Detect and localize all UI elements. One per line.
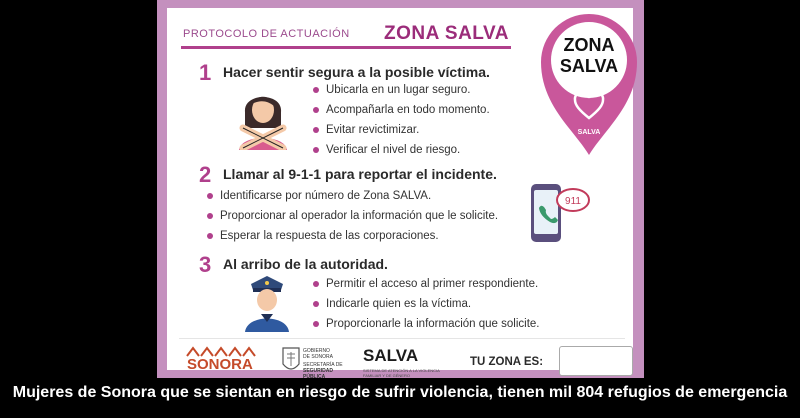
pin-line2: SALVA xyxy=(559,56,619,76)
salva-logo xyxy=(363,346,443,378)
police-officer-icon xyxy=(243,272,291,332)
header-title: ZONA SALVA xyxy=(384,23,509,44)
section-1-bullet-4: Verificar el nivel de riesgo. xyxy=(313,144,460,156)
section-2-title: Llamar al 9-1-1 para reportar el incidente. xyxy=(223,166,497,182)
header-subtitle: PROTOCOLO DE ACTUACIÓN xyxy=(183,28,350,40)
phone-911-icon xyxy=(527,180,591,246)
woman-stop-icon xyxy=(233,82,293,150)
sonora-logo-text: SONORA xyxy=(187,356,253,373)
salva-logo-text: SALVA xyxy=(363,346,419,365)
government-logo xyxy=(281,346,347,380)
gov-line1: GOBIERNO xyxy=(303,348,330,354)
poster-card xyxy=(167,8,633,380)
poster-header xyxy=(181,22,511,49)
section-1-bullet-1: Ubicarla en un lugar seguro. xyxy=(313,84,470,96)
tu-zona-label: TU ZONA ES: xyxy=(470,356,544,368)
section-3-number: 3 xyxy=(199,252,212,277)
section-2-bullet-1: Identificarse por número de Zona SALVA. xyxy=(207,190,431,202)
section-3-bullet-2: Indicarle quien es la víctima. xyxy=(313,298,471,310)
pin-logo: SALVA xyxy=(577,129,601,136)
gov-line4: SEGURIDAD PÚBLICA xyxy=(303,368,334,380)
section-1-number: 1 xyxy=(199,60,212,85)
section-1-bullet-3: Evitar revictimizar. xyxy=(313,124,419,136)
section-2-number: 2 xyxy=(199,162,212,187)
section-1-title: Hacer sentir segura a la posible víctima. xyxy=(223,64,490,80)
salva-logo-subtitle: SISTEMA DE ATENCIÓN A LA VIOLENCIA FAMILIAR Y DE GÉNERO xyxy=(363,368,440,378)
section-1-bullet-2: Acompañarla en todo momento. xyxy=(313,104,490,116)
zona-number-box xyxy=(559,346,633,376)
section-3-title: Al arribo de la autoridad. xyxy=(223,256,388,272)
section-3-bullet-3: Proporcionarle la información que solicite. xyxy=(313,318,540,330)
section-2-bullet-3: Esperar la respuesta de las corporaciones. xyxy=(207,230,439,242)
sonora-logo xyxy=(183,346,263,378)
footer-divider xyxy=(179,338,625,339)
poster xyxy=(157,0,644,378)
phone-badge: 911 xyxy=(565,196,581,207)
news-caption: Mujeres de Sonora que se sientan en riesgo de sufrir violencia, tienen mil 804 refugios de emergencia xyxy=(12,384,788,401)
section-2-bullet-2: Proporcionar al operador la información que le solicite. xyxy=(207,210,498,222)
zona-salva-pin xyxy=(539,10,639,160)
section-3-bullet-1: Permitir el acceso al primer respondiente. xyxy=(313,278,538,290)
gov-line3: SECRETARÍA DE xyxy=(303,362,343,368)
pin-line1: ZONA xyxy=(563,35,615,55)
gov-line2: DE SONORA xyxy=(303,354,334,360)
